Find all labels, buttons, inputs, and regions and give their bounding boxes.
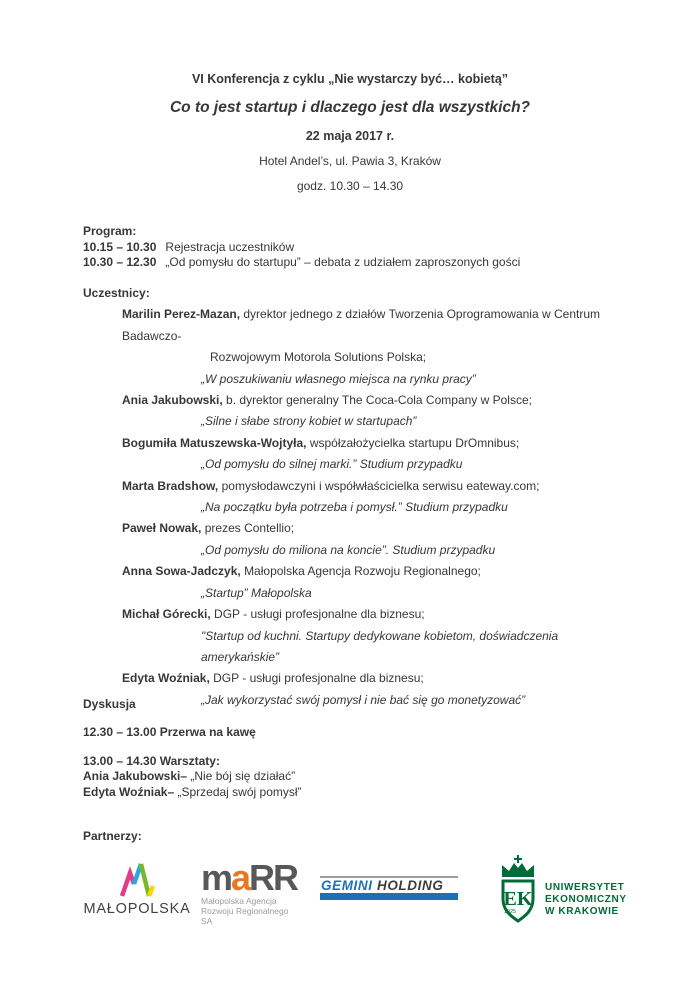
participant-entry — [83, 390, 653, 411]
discussion-label: Dyskusja — [83, 697, 136, 711]
malopolska-m-icon — [117, 861, 157, 899]
participant-role: prezes Contellio; — [204, 521, 295, 536]
conference-hours: godz. 10.30 – 14.30 — [296, 179, 404, 193]
malopolska-logo — [82, 861, 192, 917]
marr-subtitle-line: Rozwoju Regionalnego SA — [201, 906, 289, 926]
workshop-item — [83, 785, 302, 800]
workshop-leader: Edyta Woźniak– — [83, 784, 175, 799]
holding-word: HOLDING — [376, 878, 444, 893]
participant-talk-title: „Startup” Małopolska — [201, 585, 312, 600]
participant-name: Marta Bradshow, — [122, 478, 219, 493]
uek-name — [545, 882, 627, 918]
participant-talk-title: „Od pomysłu do miliona na koncie”. Studium przypadku — [201, 542, 496, 557]
marr-subtitle — [201, 896, 301, 926]
program-item — [83, 240, 520, 256]
uek-name-line: EKONOMICZNY — [545, 894, 627, 905]
participant-entry — [83, 304, 653, 347]
marr-logo — [201, 857, 301, 926]
participant-name: Paweł Nowak, — [122, 521, 202, 536]
gemini-holding-logo — [320, 876, 458, 900]
participant-talk-title: „Jak wykorzystać swój pomysł i nie bać się go monetyzować” — [201, 692, 526, 707]
participant-role: współzałożycielka startupu DrOmnibus; — [309, 435, 520, 450]
uek-crest-icon — [495, 855, 541, 925]
participant-role: dyrektor jednego z działów Tworzenia Oprogramowania w Centrum Badawczo- — [122, 307, 600, 343]
uek-name-line: UNIWERSYTET — [545, 882, 625, 893]
marr-wordmark — [201, 857, 301, 898]
gemini-wordmark — [321, 879, 458, 892]
participant-entry — [83, 476, 653, 497]
participant-talk-title-continued: amerykańskie” — [201, 649, 280, 664]
malopolska-logo-label: MAŁOPOLSKA — [83, 901, 191, 917]
program-heading: Program: — [83, 224, 137, 238]
participants-heading: Uczestnicy: — [83, 286, 150, 300]
partners-heading: Partnerzy: — [83, 829, 142, 843]
participant-name: Anna Sowa-Jadczyk, — [122, 564, 241, 579]
participant-role: DGP - usługi profesjonalne dla biznesu; — [213, 671, 424, 686]
program-item-text: Rejestracja uczestników — [165, 239, 295, 254]
workshop-leader: Ania Jakubowski– — [83, 769, 188, 784]
marr-subtitle-line: Małopolska Agencja — [201, 896, 277, 906]
uek-monogram: EK — [503, 888, 533, 910]
page-title: Co to jest startup i dlaczego jest dla wszystkich? — [169, 99, 531, 116]
participant-name: Edyta Woźniak, — [122, 671, 210, 686]
program-section — [83, 224, 520, 271]
uek-year: 1925 — [503, 909, 517, 915]
participant-role: DGP - usługi profesjonalne dla biznesu; — [214, 607, 425, 622]
participant-entry — [83, 561, 653, 582]
gemini-word: GEMINI — [321, 878, 373, 893]
gemini-blue-bar — [320, 893, 458, 900]
program-item — [83, 255, 520, 271]
participant-talk-title: "Startup od kuchni. Startupy dedykowane kobietom, doświadczenia — [201, 628, 559, 643]
workshops-heading: 13.00 – 14.30 Warsztaty: — [83, 754, 220, 768]
program-item-text: „Od pomysłu do startupu” – debata z udziałem zaproszonych gości — [165, 255, 521, 270]
participant-role: pomysłodawczyni i współwłaścicielka serwisu eateway.com; — [221, 478, 540, 493]
workshops-section — [83, 754, 302, 800]
workshop-title: „Sprzedaj swój pomysł” — [177, 784, 302, 799]
marr-letter-a: a — [231, 857, 250, 898]
participant-entry — [83, 433, 653, 454]
participant-talk-title: „Od pomysłu do silnej marki.” Studium przypadku — [201, 457, 463, 472]
participant-entry — [83, 518, 653, 539]
participant-talk-title: „Na początku była potrzeba i pomysł.” Studium przypadku — [201, 500, 508, 515]
participant-name: Michał Górecki, — [122, 607, 211, 622]
participant-name: Bogumiła Matuszewska-Wojtyła, — [122, 435, 307, 450]
participant-talk-title: „Silne i słabe strony kobiet w startupach” — [201, 414, 417, 429]
participant-role: b. dyrektor generalny The Coca-Cola Company w Polsce; — [226, 393, 532, 408]
participants-section — [83, 283, 653, 711]
participant-name: Ania Jakubowski, — [122, 393, 223, 408]
workshop-title: „Nie bój się działać” — [190, 769, 296, 784]
participant-role: Małopolska Agencja Rozwoju Regionalnego; — [244, 564, 481, 579]
participant-talk-title: „W poszukiwaniu własnego miejsca na rynku pracy” — [201, 371, 476, 386]
coffee-break-line: 12.30 – 13.00 Przerwa na kawę — [83, 725, 256, 739]
conference-date: 22 maja 2017 r. — [305, 129, 395, 143]
marr-letters-rr: RR — [249, 857, 298, 898]
conference-venue: Hotel Andel’s, ul. Pawia 3, Kraków — [259, 154, 441, 168]
participant-role-continued: Rozwojowym Motorola Solutions Polska; — [210, 350, 427, 365]
program-item-time: 10.30 – 12.30 — [83, 255, 157, 270]
uek-name-line: W KRAKOWIE — [545, 906, 619, 917]
participant-entry — [83, 668, 653, 689]
marr-letter-m: m — [201, 857, 232, 898]
workshop-item — [83, 769, 302, 784]
participant-entry — [83, 604, 653, 625]
program-item-time: 10.15 – 10.30 — [83, 239, 157, 254]
participant-name: Marilin Perez-Mazan, — [122, 307, 241, 322]
conference-series-line: VI Konferencja z cyklu „Nie wystarczy być… kobietą” — [191, 72, 509, 86]
